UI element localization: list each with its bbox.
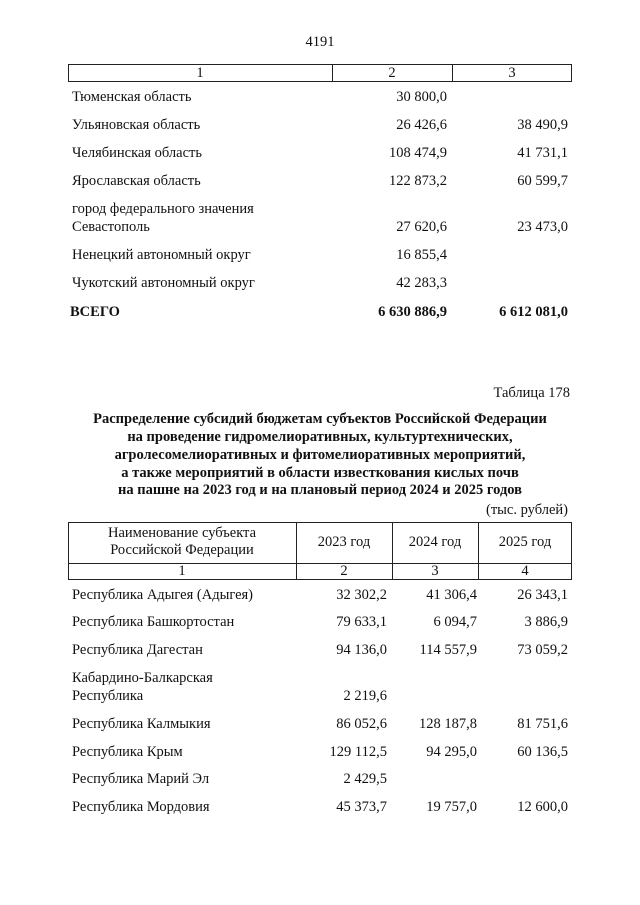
total-label: ВСЕГО bbox=[70, 304, 120, 320]
title-line: а также мероприятий в области известкования кислых почв bbox=[121, 465, 519, 481]
region-name-line2: Республика bbox=[72, 688, 144, 704]
value-col2: 16 855,4 bbox=[396, 247, 447, 263]
value-2025: 81 751,6 bbox=[517, 716, 568, 732]
value-2023: 32 302,2 bbox=[336, 587, 387, 603]
region-name: Ненецкий автономный округ bbox=[72, 247, 251, 263]
region-name-line2: Севастополь bbox=[72, 219, 150, 235]
col-number-4: 4 bbox=[521, 563, 529, 579]
title-line: агролесомелиоративных и фитомелиоративных мероприятий, bbox=[114, 447, 526, 463]
region-name: Республика Дагестан bbox=[72, 642, 203, 658]
value-2025: 3 886,9 bbox=[524, 614, 568, 630]
value-col3: 60 599,7 bbox=[517, 173, 568, 189]
col-number-3: 3 bbox=[431, 563, 439, 579]
value-2023: 94 136,0 bbox=[336, 642, 387, 658]
region-name: Республика Башкортостан bbox=[72, 614, 235, 630]
header-name-line2: Российской Федерации bbox=[110, 542, 254, 558]
value-col3: 23 473,0 bbox=[517, 219, 568, 235]
region-name: Республика Марий Эл bbox=[72, 771, 210, 787]
region-name: Тюменская область bbox=[72, 89, 192, 105]
value-2024: 41 306,4 bbox=[426, 587, 477, 603]
value-col3: 41 731,1 bbox=[517, 145, 568, 161]
col-number-2: 2 bbox=[388, 65, 396, 81]
value-col2: 108 474,9 bbox=[389, 145, 447, 161]
value-2024: 19 757,0 bbox=[426, 799, 477, 815]
value-col2: 42 283,3 bbox=[396, 275, 447, 291]
value-2023: 86 052,6 bbox=[336, 716, 387, 732]
header-name-line1: Наименование субъекта bbox=[107, 525, 257, 541]
region-name: Ульяновская область bbox=[72, 117, 201, 133]
value-2023: 79 633,1 bbox=[336, 614, 387, 630]
region-name: Республика Калмыкия bbox=[72, 716, 211, 732]
title-line: Распределение субсидий бюджетам субъектов Российской Федерации bbox=[93, 411, 547, 427]
value-col2: 30 800,0 bbox=[396, 89, 447, 105]
value-2025: 26 343,1 bbox=[517, 587, 568, 603]
value-col3: 38 490,9 bbox=[517, 117, 568, 133]
page-number: 4191 bbox=[305, 34, 335, 50]
col-number-2: 2 bbox=[340, 563, 348, 579]
value-2023: 45 373,7 bbox=[336, 799, 387, 815]
table-label: Таблица 178 bbox=[493, 385, 570, 401]
region-name: Челябинская область bbox=[72, 145, 202, 161]
value-col2: 26 426,6 bbox=[396, 117, 447, 133]
value-2025: 12 600,0 bbox=[517, 799, 568, 815]
total-col2: 6 630 886,9 bbox=[378, 304, 447, 320]
region-name-line1: Кабардино-Балкарская bbox=[72, 670, 213, 686]
header-2025: 2025 год bbox=[498, 534, 552, 550]
value-2025: 60 136,5 bbox=[517, 744, 568, 760]
units-note: (тыс. рублей) bbox=[486, 502, 568, 518]
value-2023: 2 219,6 bbox=[343, 688, 387, 704]
region-name: Республика Крым bbox=[72, 744, 183, 760]
value-2024: 94 295,0 bbox=[426, 744, 477, 760]
region-name: Ярославская область bbox=[72, 173, 201, 189]
value-2025: 73 059,2 bbox=[517, 642, 568, 658]
col-number-1: 1 bbox=[178, 563, 186, 579]
col-number-3: 3 bbox=[508, 65, 516, 81]
value-col2: 27 620,6 bbox=[396, 219, 447, 235]
total-col3: 6 612 081,0 bbox=[499, 304, 568, 320]
header-2024: 2024 год bbox=[408, 534, 462, 550]
value-2023: 2 429,5 bbox=[343, 771, 387, 787]
header-2023: 2023 год bbox=[317, 534, 371, 550]
value-2024: 114 557,9 bbox=[419, 642, 477, 658]
region-name: Чукотский автономный округ bbox=[72, 275, 255, 291]
region-name: Республика Мордовия bbox=[72, 799, 210, 815]
col-number-1: 1 bbox=[196, 65, 204, 81]
value-2024: 6 094,7 bbox=[433, 614, 477, 630]
title-line: на проведение гидромелиоративных, культуртехнических, bbox=[127, 429, 513, 445]
value-2024: 128 187,8 bbox=[419, 716, 477, 732]
region-name: Республика Адыгея (Адыгея) bbox=[72, 587, 254, 603]
title-line: на пашне на 2023 год и на плановый период 2024 и 2025 годов bbox=[117, 482, 523, 498]
region-name-line1: город федерального значения bbox=[72, 201, 254, 217]
value-col2: 122 873,2 bbox=[389, 173, 447, 189]
value-2023: 129 112,5 bbox=[329, 744, 387, 760]
